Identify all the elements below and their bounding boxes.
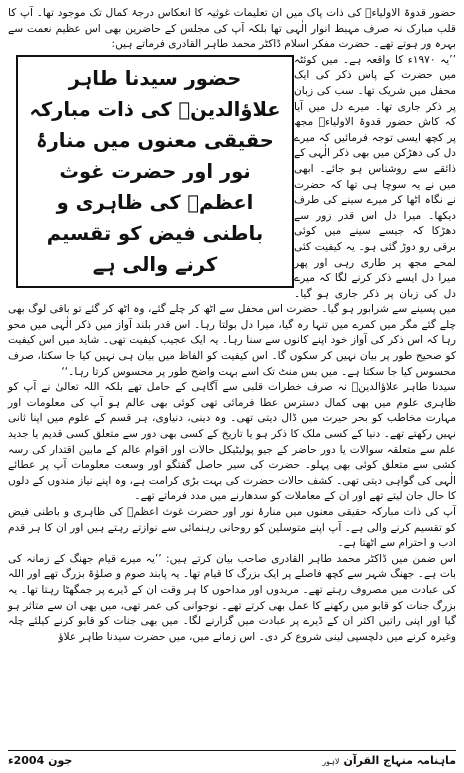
article-paragraph: آپ کی ذات مبارکہ حقیقی معنوں میں منارۂ نور اور حضرت غوث اعظمؓ کی ظاہری و باطنی فیض کو تقسیم کرنے والی ہے۔ آپ اپنے متوسلین کو روحانی رہنمائی سے نوازتے رہتے ہیں اور ان کا ہر قدم ادب و احترام سے اٹھتا ہے۔ [8, 506, 456, 550]
quote-region [8, 53, 456, 380]
footer-magazine [322, 754, 456, 767]
page-footer [8, 750, 456, 769]
article-body [8, 6, 456, 645]
article-paragraph: ’’یہ ۱۹۷۰ء کا واقعہ ہے۔ میں کوئٹہ میں حضرت کے پاس ذکر کی ایک محفل میں شریک تھا۔ سب کی زبان پر ذکر جاری تھا۔ میرے دل میں آیا کہ کاش حضور قدوۃ الاولیاءؒ مجھ پر کچھ ایسی توجہ فرمائیں کہ میرے دل کی دھڑکن میں بھی ذکر الٰہی کے ذائقے سے روشناس ہو جائے۔ ابھی میں نے یہ سوچا ہی تھا کہ حضرت نے نگاہ اٹھا کر میرے سینے کی طرف دیکھا۔ میرا دل اس قدر زور سے دھڑکا کہ جیسے سینے میں کوئی برقی رو دوڑ گئی ہو۔ یہ کیفیت کئی لمحے مجھ پر طاری رہی اور پھر میرا دل ایسے ذکر کرنے لگا کہ میرے دل کی زبان پر ذکر جاری ہو گیا۔ میں پسینے سے شرابور ہو گیا۔ حضرت اس محفل سے اٹھ کر چلے گئے، وہ اٹھ کر گئے تو باقی لوگ بھی چلے گئے مگر میں کمرے میں تنہا رہ گیا، میرا دل بولتا رہا۔ اس قدر بلند آواز میں ذکر الٰہی میں محو رہا کہ اس ذکر کی آواز خود اپنے کانوں سے سنا رہا۔ یہ ایک عجیب کیفیت تھی۔ شاید میں اس کیفیت کو صحیح طور پر بیان نہیں کر سکوں گا۔ اس کیفیت کو الفاظ میں بیان ہی نہیں کیا جا سکتا، صرف محسوس کیا جا سکتا ہے۔ میں بس منٹ تک اسے بہت واضح طور پر محسوس کرتا رہا۔‘‘ [8, 53, 456, 378]
pull-quote-box: حضور سیدنا طاہر علاؤالدینؒ کی ذات مبارکہ حقیقی معنوں میں منارۂ نور اور حضرت غوث اعظمؓ کی ظاہری و باطنی فیض کو تقسیم کرنے والی ہے [16, 55, 294, 288]
magazine-name: ماہنامہ منہاج القرآن [343, 753, 456, 767]
article-paragraph: سیدنا طاہر علاؤالدینؒ نہ صرف خطرات قلبی سے آگاہی کے حامل تھے بلکہ اللہ تعالیٰ نے آپ کو ظاہری علوم میں بھی کمال دسترس عطا فرمائی تھی کوئی بھی عالم ہو آپ کی معلومات اور مہارت مخاطب کو بحر حیرت میں ڈال دیتی تھی۔ وہ دینی، دنیاوی، ہر قسم کے علوم میں اپنا ثانی نہیں رکھتے تھے۔ دنیا کے کسی ملک کا ذکر ہو یا تاریخ کے کسی بھی دور سے متعلق کسی قدیم یا جدید علم سے متعلقہ سوالات یا دور حاضر کے جیو پولیٹیکل حالات اور اقوام عالم کے مابین اقتدار کی رسہ کشی سے متعلق کوئی بھی پہلو۔ حضرت کی سیر حاصل گفتگو اور وسعت معلومات آپ پر عطائے الٰہی کی گواہی دیتی تھی۔ کشف حالات حضرت کی بہت بڑی کرامت ہے، وہ اپنے نیاز مندوں کے دلوں کا حال جان لیتے تھے اور ان کے معاملات کو سدھارنے میں مدد فرماتے تھے۔ [8, 381, 456, 503]
issue-date: جون 2004ء [8, 753, 73, 767]
magazine-city: لاہور [322, 756, 340, 766]
intro-paragraph: حضور قدوۃ الاولیاءؒ کی ذات پاک میں ان تعلیمات غوثیہ کا انعکاس درجۂ کمال تک موجود تھا۔ آپ کا قلب مبارک نہ صرف مہبط انوار الٰہی تھا بلکہ آپ کی مجلس کے حاضرین بھی اس عظیم نعمت سے بہرہ ور ہوتے تھے۔ حضرت مفکر اسلام ڈاکٹر محمد طاہر القادری فرماتے ہیں: [8, 7, 456, 51]
article-paragraph: اس ضمن میں ڈاکٹر محمد طاہر القادری صاحب بیان کرتے ہیں: ’’یہ میرے قیام جھنگ کے زمانہ کی بات ہے۔ جھنگ شہر سے کچھ فاصلے پر ایک بزرگ کا قیام تھا۔ یہ پابند صوم و صلوٰۃ بزرگ تھے اور اللہ کی عبادت میں مصروف رہتے تھے۔ مریدوں اور مداحوں کا ہر وقت ان کے ڈیرے پر جمگھٹا رہتا تھا۔ یہ بزرگ جنات کو قابو میں رکھنے کا عمل بھی کرتے تھے۔ نوجوانی کی عمر تھی، میں بھی ان سے متاثر ہو گیا اور اپنی راتیں اکثر ان کے ڈیرے پر عبادت میں گزارنے لگا۔ میں بھی جنات کو قابو کرنے کیلئے چلہ وغیرہ کرنے میں دلچسپی لینی شروع کر دی۔ اس زمانے میں، میں حضرت سیدنا طاہر علاؤ [8, 552, 456, 643]
